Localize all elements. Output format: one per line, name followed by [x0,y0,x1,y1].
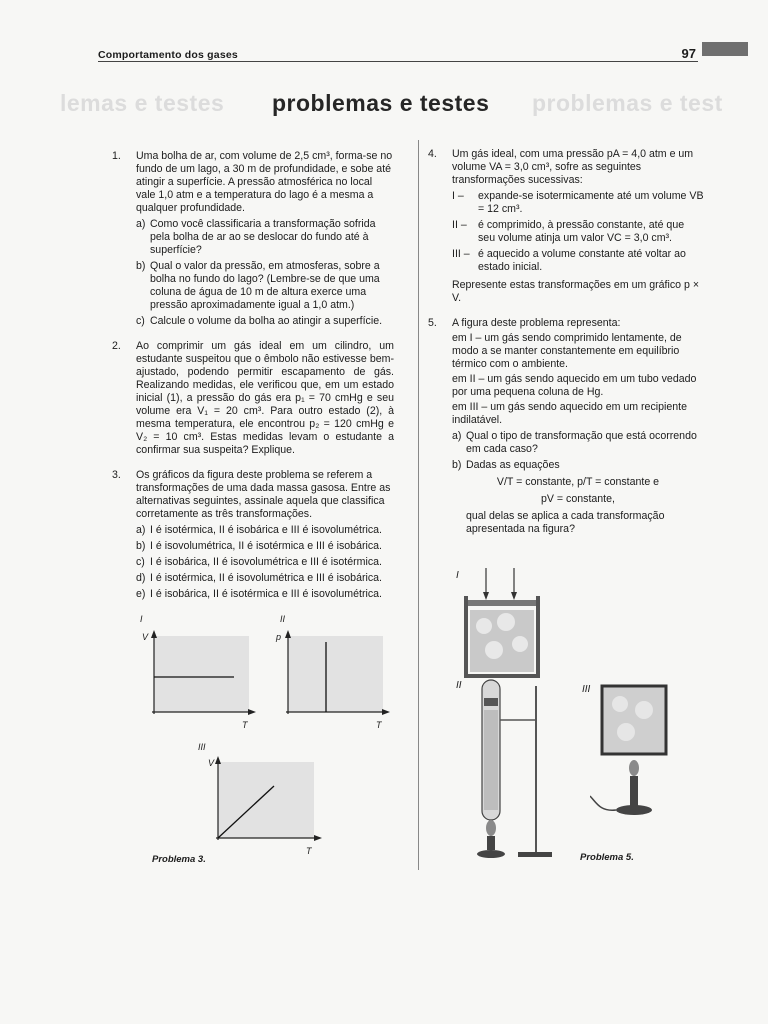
item-text: Qual o valor da pressão, em atmosferas, sobre a bolha no fundo do lago? (Lembre-se de que uma coluna de água de 10 m de altura exerce uma pressão aproximadamente igual a 1,0 atm.) [150,260,380,311]
gas-bubble [617,723,635,741]
figure-5-cylinder [464,566,564,682]
figure-3-caption: Problema 3. [152,854,206,865]
problem-4 [428,148,704,305]
burner-base [477,850,505,858]
subquestion-c [136,315,394,328]
transformation-I [452,190,704,216]
description-III: em III – um gás sendo aquecido em um recipiente indilatável. [452,401,687,426]
option-text: I é isotérmica, II é isovolumétrica e III é isobárica. [150,572,382,584]
stand-base [518,852,552,857]
figure-5-rigid-container [590,684,700,834]
option-letter: b) [136,540,146,552]
step-text: é comprimido, à pressão constante, até que seu volume atinja um valor VC = 3,0 cm³. [478,219,685,244]
problem-number: 5. [428,317,437,329]
subquestion-a [452,430,704,456]
option-letter: d) [136,572,146,584]
problem-2 [112,340,394,457]
option-text: I é isobárica, II é isotérmica e III é isovolumétrica. [150,588,382,600]
description-I: em I – um gás sendo comprimido lentamente, de modo a se manter constantemente em equilíbrio térmico com o ambiente. [452,332,682,370]
option-text: I é isobárica, II é isovolumétrica e III é isotérmica. [150,556,382,568]
column-divider [418,140,419,870]
step-number: II – [452,219,467,231]
graph-II [270,614,400,734]
problem-3 [112,469,394,601]
description-II: em II – um gás sendo aquecido em um tubo vedado por uma pequena coluna de Hg. [452,373,697,398]
y-axis-arrow [215,756,221,764]
equation-line-1: V/T = constante, p/T = constante e [496,476,660,488]
item-letter: b) [452,459,462,471]
transformation-II [452,219,704,245]
item-letter: a) [136,218,146,230]
flame [486,820,496,836]
item-text: Como você classificaria a transformação sofrida pela bolha de ar ao se deslocar do fundo até à superfície? [150,218,376,256]
figure-5-label-I: I [456,570,459,581]
option-b [136,540,394,553]
closing-instruction: Represente estas transformações em um gráfico p × V. [452,279,700,304]
banner-faded-right: problemas e test [532,90,723,116]
option-c [136,556,394,569]
problem-number: 2. [112,340,121,352]
option-a [136,524,394,537]
option-e [136,588,394,601]
option-text: I é isovolumétrica, II é isotérmica e III é isobárica. [150,540,382,552]
graph-I-plot [134,614,264,724]
mercury-column [484,698,498,706]
gas-hose [590,796,616,810]
gas-bubble [612,696,628,712]
cylinder-wall-left [464,596,468,676]
force-arrowhead-right [511,592,517,600]
option-letter: e) [136,588,146,600]
item-letter: b) [136,260,146,272]
x-axis-label: T [242,720,248,730]
gas-bubble [485,641,503,659]
option-d [136,572,394,585]
problem-statement: Ao comprimir um gás ideal em um cilindro, um estudante suspeitou que o êmbolo não estivesse bem-ajustado, podendo permitir escapamento de gás. Realizando medidas, ele verificou que, em um estado inicial (1), a pressão do gás era p₁ = 70 cmHg e seu volume era V₁ = 20 cm³. Para outro estado (2), à mesma temperatura, ele encontrou p₂ = 120 cmHg e V₂ = 10 cm³. Estas medidas levam o estudante a confirmar sua suspeita? Explique. [136,340,394,456]
chapter-title: Comportamento dos gases [98,49,238,61]
y-axis-arrow [151,630,157,638]
page-header [98,46,748,62]
item-letter: a) [452,430,462,442]
problem-statement: Os gráficos da figura deste problema se referem a transformações de uma dada massa gasosa. Entre as alternativas seguintes, assinale aquela que classifica corretamente as três transformações. [136,469,391,520]
equation-line-2: pV = constante, [541,493,615,505]
page-number: 97 [681,46,696,61]
item-text: Calcule o volume da bolha ao atingir a superfície. [150,315,383,327]
right-column [428,148,704,548]
burner-stem [630,776,638,806]
item-text: Qual o tipo de transformação que está ocorrendo em cada caso? [466,430,697,455]
banner-faded-left: lemas e testes [60,90,225,116]
option-letter: a) [136,524,146,536]
y-axis-label: V [142,632,149,642]
transformation-III [452,248,704,274]
figure-5-label-III: III [582,684,591,695]
x-axis-arrow [382,709,390,715]
graph-III-plot [198,742,328,852]
gas-bubble [497,613,515,631]
gas-bubble [635,701,653,719]
step-number: III – [452,248,470,260]
problem-number: 4. [428,148,437,160]
subquestion-b [136,260,394,312]
problem-statement: A figura deste problema representa: [452,317,621,329]
graph-roman-numeral: II [280,614,286,624]
step-number: I – [452,190,464,202]
flame [629,760,639,776]
graph-II-plot [270,614,400,724]
graph-roman-numeral: III [198,742,206,752]
problem-1 [112,150,394,328]
graph-I [134,614,264,734]
page-tab-marker [702,42,748,56]
item-letter: c) [136,315,145,327]
burner-stem [487,836,495,850]
force-arrowhead-left [483,592,489,600]
graph-roman-numeral: I [140,614,143,624]
x-axis-arrow [314,835,322,841]
y-axis-label: V [208,758,215,768]
x-axis-label: T [376,720,382,730]
banner-title: problemas e testes [272,90,490,116]
final-question: qual delas se aplica a cada transformação apresentada na figura? [466,510,665,535]
burner-base [616,805,652,815]
gas-bubble [476,618,492,634]
figure-5-label-II: II [456,680,462,691]
section-banner [60,90,768,122]
option-text: I é isotérmica, II é isobárica e III é isovolumétrica. [150,524,382,536]
subquestion-a [136,218,394,257]
gas-bubble [512,636,528,652]
piston [466,600,538,606]
y-axis-label: p [276,632,282,642]
step-text: é aquecido a volume constante até voltar ao estado inicial. [478,248,686,273]
gas-column [484,710,498,810]
option-letter: c) [136,556,145,568]
figure-5-caption: Problema 5. [580,852,634,863]
plot-area [288,636,383,712]
container [602,686,666,754]
problem-statement: Um gás ideal, com uma pressão pA = 4,0 atm e um volume VA = 3,0 cm³, sofre as seguintes transformações sucessivas: [452,148,694,186]
problem-number: 1. [112,150,121,162]
x-axis-arrow [248,709,256,715]
cylinder-wall-right [536,596,540,676]
y-axis-arrow [285,630,291,638]
figure-5-tube-apparatus [466,676,566,864]
graph-III [198,742,328,862]
problem-statement: Uma bolha de ar, com volume de 2,5 cm³, forma-se no fundo de um lago, a 30 m de profundidade, e sobe até atingir a superfície. A pressão atmosférica no local vale 1,0 atm e a temperatura do lago é a mesma a qualquer profundidade. [136,150,393,214]
subquestion-b [452,459,704,472]
x-axis-label: T [306,846,312,856]
item-text: Dadas as equações [466,459,560,471]
problem-5 [428,317,704,536]
plot-area [154,636,249,712]
left-column [112,150,394,613]
plot-area [218,762,314,838]
header-rule [98,61,698,62]
step-text: expande-se isotermicamente até um volume VB = 12 cm³. [478,190,704,215]
problem-number: 3. [112,469,121,481]
